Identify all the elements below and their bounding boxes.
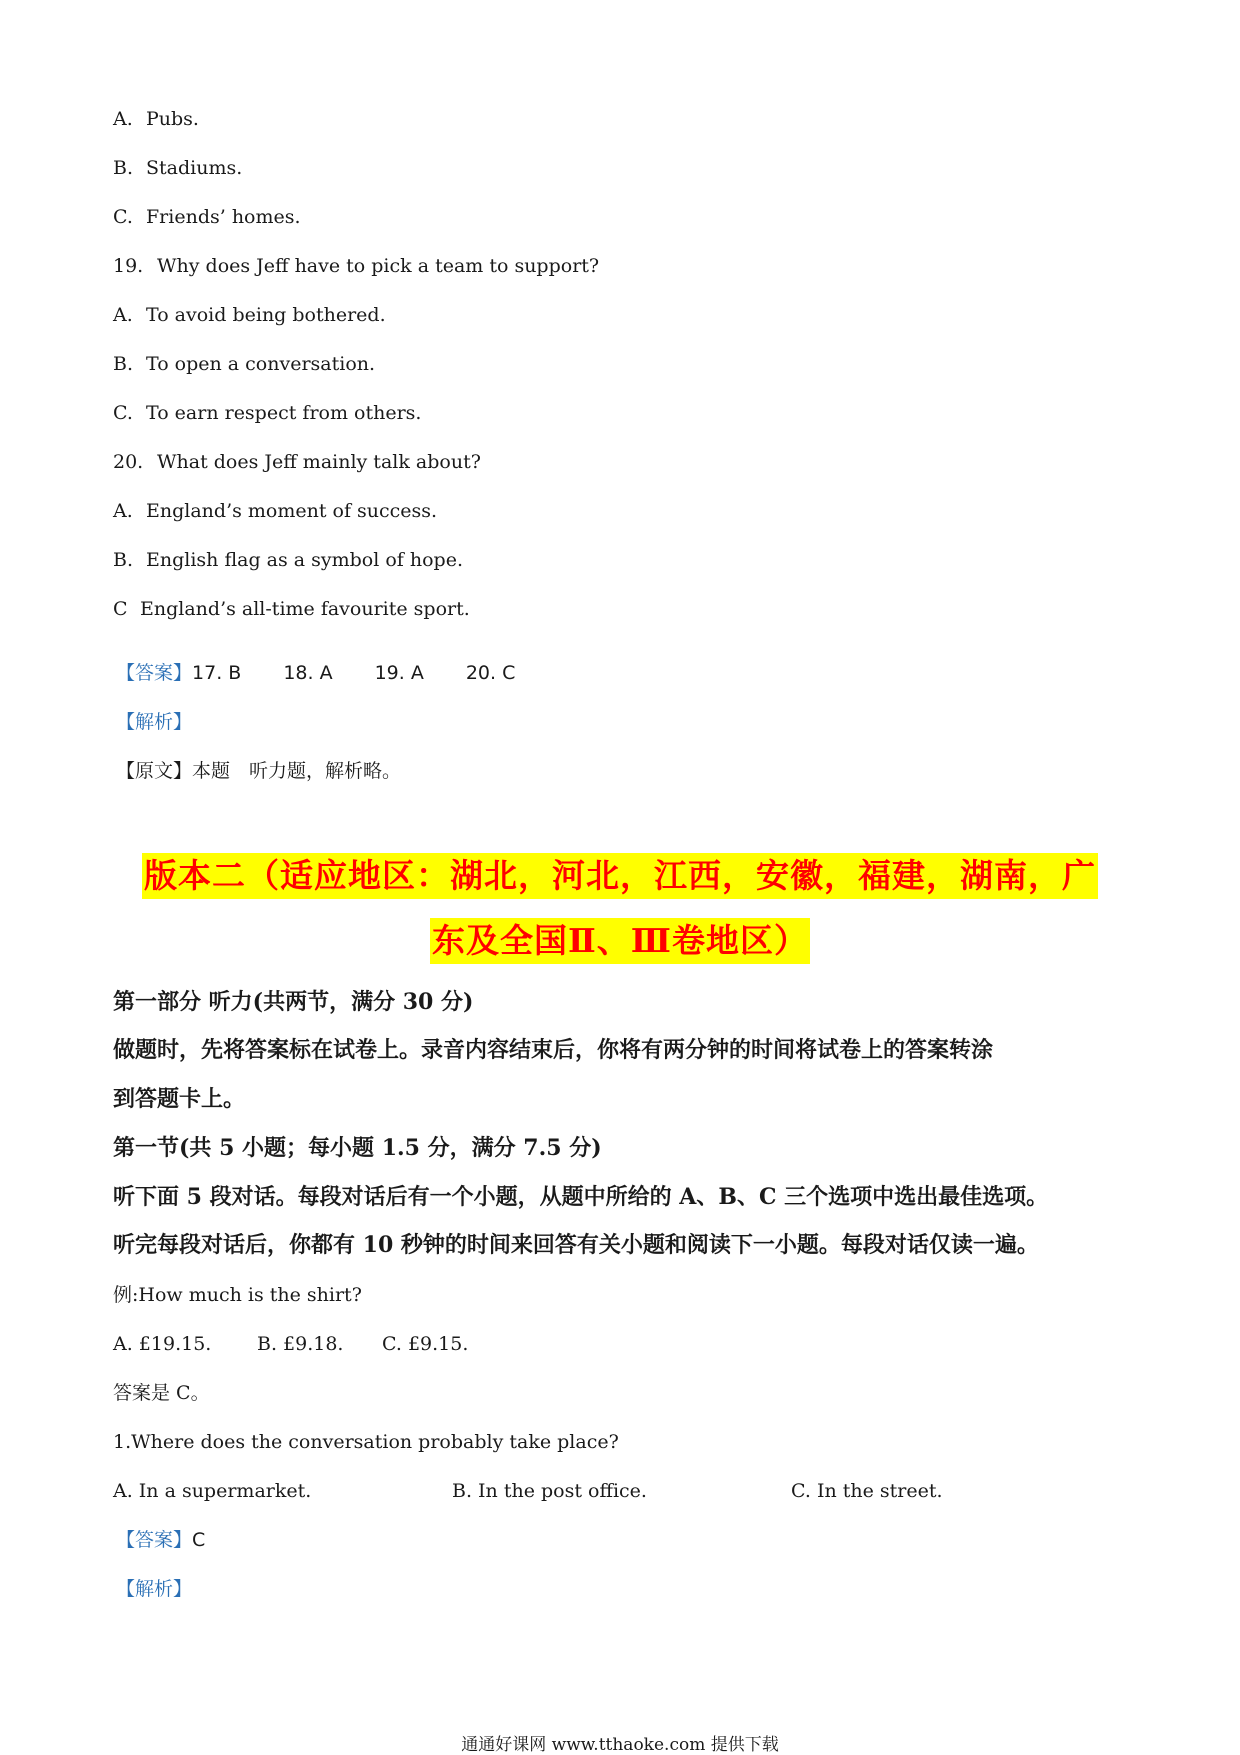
option-label: A. [113, 500, 133, 522]
q19-option-c [113, 404, 421, 423]
option-label: C [113, 598, 128, 620]
version-heading-text: 东及全国Ⅱ、Ⅲ卷地区） [430, 918, 810, 964]
q18-option-a [113, 110, 199, 129]
q18-option-c [113, 208, 301, 227]
answer-tag: 【答案】 [116, 1529, 193, 1551]
option-label: B. [113, 549, 134, 571]
option-label: C. [113, 206, 133, 228]
question-number: 19. [113, 255, 144, 277]
version-heading-line2 [0, 918, 1240, 964]
option-text: To open a conversation. [146, 353, 376, 375]
option-text: England’s all-time favourite sport. [140, 598, 470, 620]
q1-option-a: A. In a supermarket. [113, 1480, 312, 1502]
answer-item: 17. B [192, 662, 242, 684]
original-text: 本题 听力题，解析略。 [192, 760, 402, 782]
option-label: B. [113, 157, 134, 179]
option-label: A. [113, 108, 133, 130]
option-text: Pubs. [146, 108, 199, 130]
q19-option-b [113, 355, 375, 374]
answer-value: C [192, 1529, 206, 1551]
part1-instruction-line2: 到答题卡上。 [113, 1086, 246, 1112]
q1-analysis-line [116, 1580, 192, 1599]
version-heading-text: 版本二（适应地区：湖北，河北，江西，安徽，福建，湖南，广 [142, 853, 1098, 899]
section-line1: 听下面 5 段对话。每段对话后有一个小题，从题中所给的 A、B、C 三个选项中选出最佳选项。 [113, 1184, 1049, 1210]
q19-question [113, 257, 599, 276]
example-option: B. £9.18. [257, 1333, 344, 1355]
analysis-tag: 【解析】 [116, 1578, 193, 1600]
example-option: A. £19.15. [113, 1333, 212, 1355]
part1-instruction-line1: 做题时，先将答案标在试卷上。录音内容结束后，你将有两分钟的时间将试卷上的答案转涂 [113, 1037, 994, 1063]
q1-options [113, 1482, 1113, 1504]
q20-option-c [113, 600, 470, 619]
q20-option-b [113, 551, 463, 570]
q18-option-b [113, 159, 242, 178]
question-text: What does Jeff mainly talk about? [157, 451, 481, 473]
q1-option-b: B. In the post office. [452, 1480, 647, 1502]
q1-answer-line [116, 1531, 205, 1550]
q1-question: 1.Where does the conversation probably take place? [113, 1431, 619, 1453]
example-question: 例:How much is the shirt? [113, 1284, 362, 1306]
version-heading-line1 [0, 853, 1240, 899]
section-line2: 听完每段对话后，你都有 10 秒钟的时间来回答有关小题和阅读下一小题。每段对话仅读一遍。 [113, 1232, 1039, 1258]
q20-option-a [113, 502, 437, 521]
original-tag: 【原文】 [116, 760, 193, 782]
option-text: To earn respect from others. [146, 402, 422, 424]
page-footer: 通通好课网 www.tthaoke.com 提供下载 [461, 1735, 779, 1755]
analysis-tag: 【解析】 [116, 711, 193, 733]
question-number: 20. [113, 451, 144, 473]
option-text: English flag as a symbol of hope. [146, 549, 463, 571]
example-answer: 答案是 C。 [113, 1382, 210, 1404]
section-title: 第一节(共 5 小题；每小题 1.5 分，满分 7.5 分) [113, 1135, 602, 1161]
option-label: B. [113, 353, 134, 375]
option-text: England’s moment of success. [146, 500, 438, 522]
answer-item: 18. A [283, 662, 333, 684]
option-label: A. [113, 304, 133, 326]
question-text: Why does Jeff have to pick a team to support? [157, 255, 600, 277]
option-text: Friends’ homes. [146, 206, 301, 228]
original-text-line [116, 762, 401, 781]
q1-option-c: C. In the street. [791, 1480, 943, 1502]
answer-item: 20. C [465, 662, 516, 684]
part1-title: 第一部分 听力(共两节，满分 30 分) [113, 989, 474, 1015]
example-option: C. £9.15. [382, 1333, 469, 1355]
q19-option-a [113, 306, 386, 325]
option-label: C. [113, 402, 133, 424]
q20-question [113, 453, 481, 472]
answer-line [116, 664, 557, 683]
analysis-tag-line [116, 713, 192, 732]
option-text: To avoid being bothered. [146, 304, 386, 326]
answer-item: 19. A [374, 662, 424, 684]
option-text: Stadiums. [146, 157, 243, 179]
example-options [113, 1335, 468, 1354]
answer-tag: 【答案】 [116, 662, 193, 684]
